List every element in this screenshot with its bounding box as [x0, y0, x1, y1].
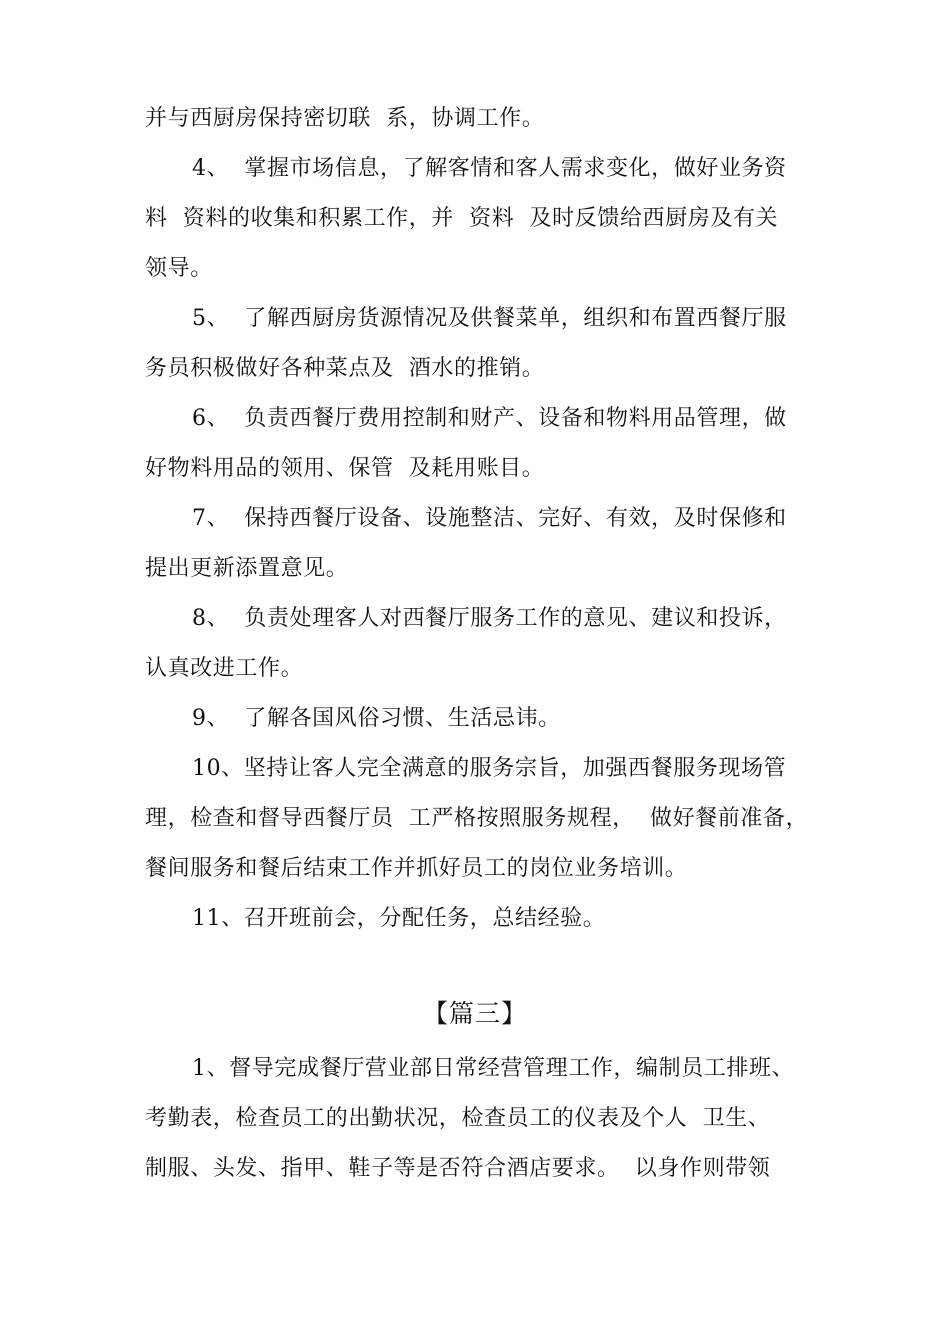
text-line: 理，检查和督导西餐厅员 工严格按照服务规程， 做好餐前准备， [145, 806, 809, 831]
text-line: 10、坚持让客人完全满意的服务宗旨，加强西餐服务现场管 [192, 756, 787, 781]
text-line: 7、 保持西餐厅设备、设施整洁、完好、有效，及时保修和 [192, 506, 787, 531]
text-line: 5、 了解西厨房货源情况及供餐菜单，组织和布置西餐厅服 [192, 306, 787, 331]
section-heading: 【篇三】 [422, 999, 527, 1028]
text-line: 9、 了解各国风俗习惯、生活忌讳。 [192, 706, 561, 731]
text-line: 考勤表，检查员工的出勤状况，检查员工的仪表及个人 卫生、 [145, 1106, 771, 1131]
text-line: 11、召开班前会，分配任务，总结经验。 [192, 906, 606, 931]
text-line: 制服、头发、指甲、鞋子等是否符合酒店要求。 以身作则带领 [145, 1156, 771, 1181]
text-line: 餐间服务和餐后结束工作并抓好员工的岗位业务培训。 [145, 856, 688, 881]
text-line: 领导。 [145, 256, 213, 281]
text-line: 1、督导完成餐厅营业部日常经营管理工作，编制员工排班、 [192, 1056, 795, 1081]
text-line: 6、 负责西餐厅费用控制和财产、设备和物料用品管理，做 [192, 406, 787, 431]
text-line: 料 资料的收集和积累工作，并 资料 及时反馈给西厨房及有关 [145, 206, 779, 231]
text-line: 提出更新添置意见。 [145, 556, 349, 581]
text-line: 认真改进工作。 [145, 656, 304, 681]
text-line: 4、 掌握市场信息，了解客情和客人需求变化，做好业务资 [192, 156, 787, 181]
text-line: 并与西厨房保持密切联 系，协调工作。 [145, 106, 545, 131]
text-line: 务员积极做好各种菜点及 酒水的推销。 [145, 356, 545, 381]
text-line: 好物料用品的领用、保管 及耗用账目。 [145, 456, 545, 481]
text-line: 8、 负责处理客人对西餐厅服务工作的意见、建议和投诉， [192, 606, 787, 631]
